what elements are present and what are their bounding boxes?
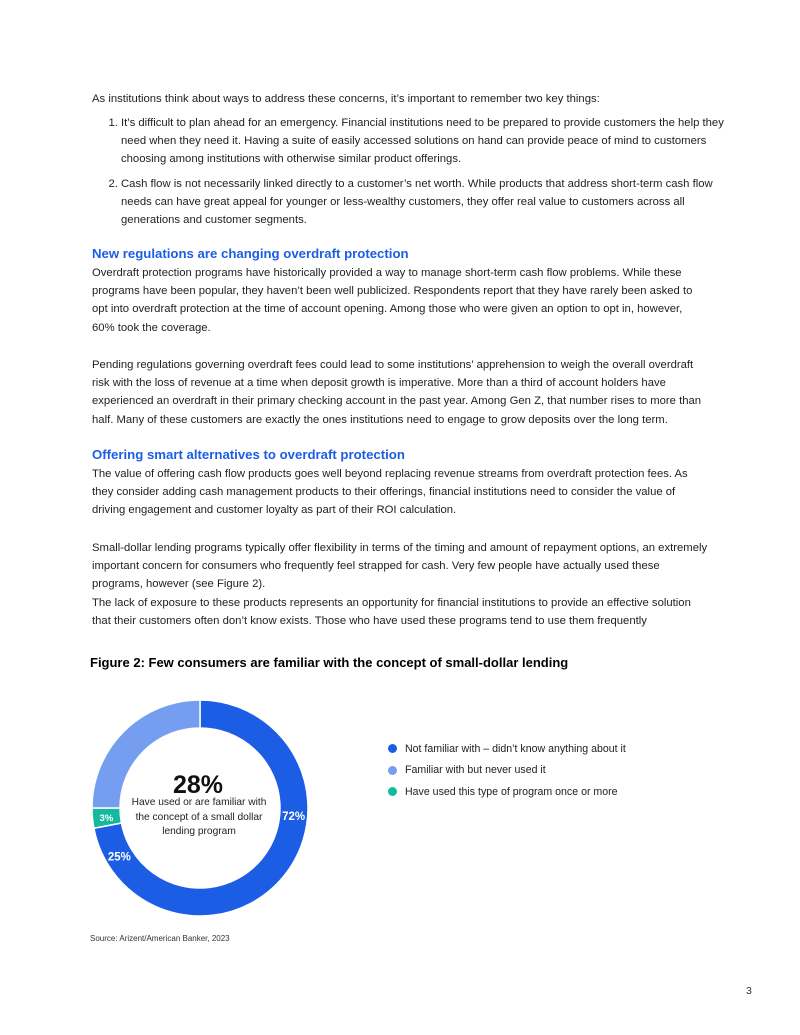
center-value: 28% <box>172 771 224 799</box>
legend-label: Not familiar with – didn’t know anything about it <box>405 742 626 755</box>
legend-item <box>388 781 626 803</box>
legend-swatch <box>388 787 397 796</box>
slice-label: 72% <box>282 811 306 824</box>
body-paragraph: The lack of exposure to these products represents an opportunity for financial institutions to provide an effective solution that their customers often don’t know exists. Those who have used these programs tend to use them frequently <box>92 597 691 628</box>
center-caption: Have used or are familiar with the concept of a small dollar lending program <box>131 797 267 837</box>
chart-legend <box>388 738 626 803</box>
legend-label: Familiar with but never used it <box>405 764 546 777</box>
list-item: 2. Cash flow is not necessarily linked directly to a customer’s net worth. While products that address short-term cash flow needs can have great appeal for younger or less-wealthy customers, they offer real value to customers across all generations and customer segments. <box>121 175 737 230</box>
legend-swatch <box>388 744 397 753</box>
legend-item <box>388 760 626 782</box>
donut-chart <box>80 688 320 928</box>
legend-swatch <box>388 766 397 775</box>
key-points-list <box>92 114 737 235</box>
page-number: 3 <box>746 985 752 997</box>
legend-item <box>388 738 626 760</box>
source-note: Source: Arizent/American Banker, 2023 <box>90 934 230 943</box>
section-heading-overdraft-regulations: New regulations are changing overdraft protection <box>92 246 409 261</box>
figure-title: Figure 2: Few consumers are familiar with the concept of small-dollar lending <box>90 655 569 670</box>
slice-label: 25% <box>107 851 131 864</box>
body-paragraph: The value of offering cash flow products goes well beyond replacing revenue streams from overdraft protection fees. As they consider adding cash management products to their offerings, financial institutions need to consider the value of driving engagement and customer loyalty as part of their ROI calculation. <box>92 468 688 517</box>
body-paragraph: Small-dollar lending programs typically offer flexibility in terms of the timing and amount of repayment options, an extremely important concern for consumers who frequently feel strapped for cash. Very few people have actually used these programs, however (see Figure 2). <box>92 542 708 591</box>
section-heading-smart-alternatives: Offering smart alternatives to overdraft protection <box>92 447 405 462</box>
list-item: 1. It’s difficult to plan ahead for an emergency. Financial institutions need to be prepared to provide customers the help they need when they need it. Having a suite of easily accessed solutions on hand can provide peace of mind to customers choosing among institutions with otherwise similar product offerings. <box>121 114 737 169</box>
legend-label: Have used this type of program once or more <box>405 785 618 798</box>
body-paragraph: Pending regulations governing overdraft fees could lead to some institutions’ apprehension to weigh the overall overdraft risk with the loss of revenue at a time when deposit growth is imperative. More than a third of account holders have experienced an overdraft in their primary checking account in the past year. Among Gen Z, that number rises to more than half. Many of these customers are exactly the ones institutions need to engage to grow deposits over the long term. <box>92 359 702 426</box>
slice-label: 3% <box>99 812 114 824</box>
body-paragraph: Overdraft protection programs have historically provided a way to manage short-term cash flow problems. While these programs have been popular, they haven’t been well publicized. Respondents report that they have rarely been asked to opt into overdraft protection at the time of account opening. Among those who were given an option to opt in, however, 60% took the coverage. <box>92 267 693 334</box>
intro-paragraph: As institutions think about ways to address these concerns, it’s important to remember two key things: <box>92 93 600 105</box>
center-caption-box <box>128 796 270 848</box>
